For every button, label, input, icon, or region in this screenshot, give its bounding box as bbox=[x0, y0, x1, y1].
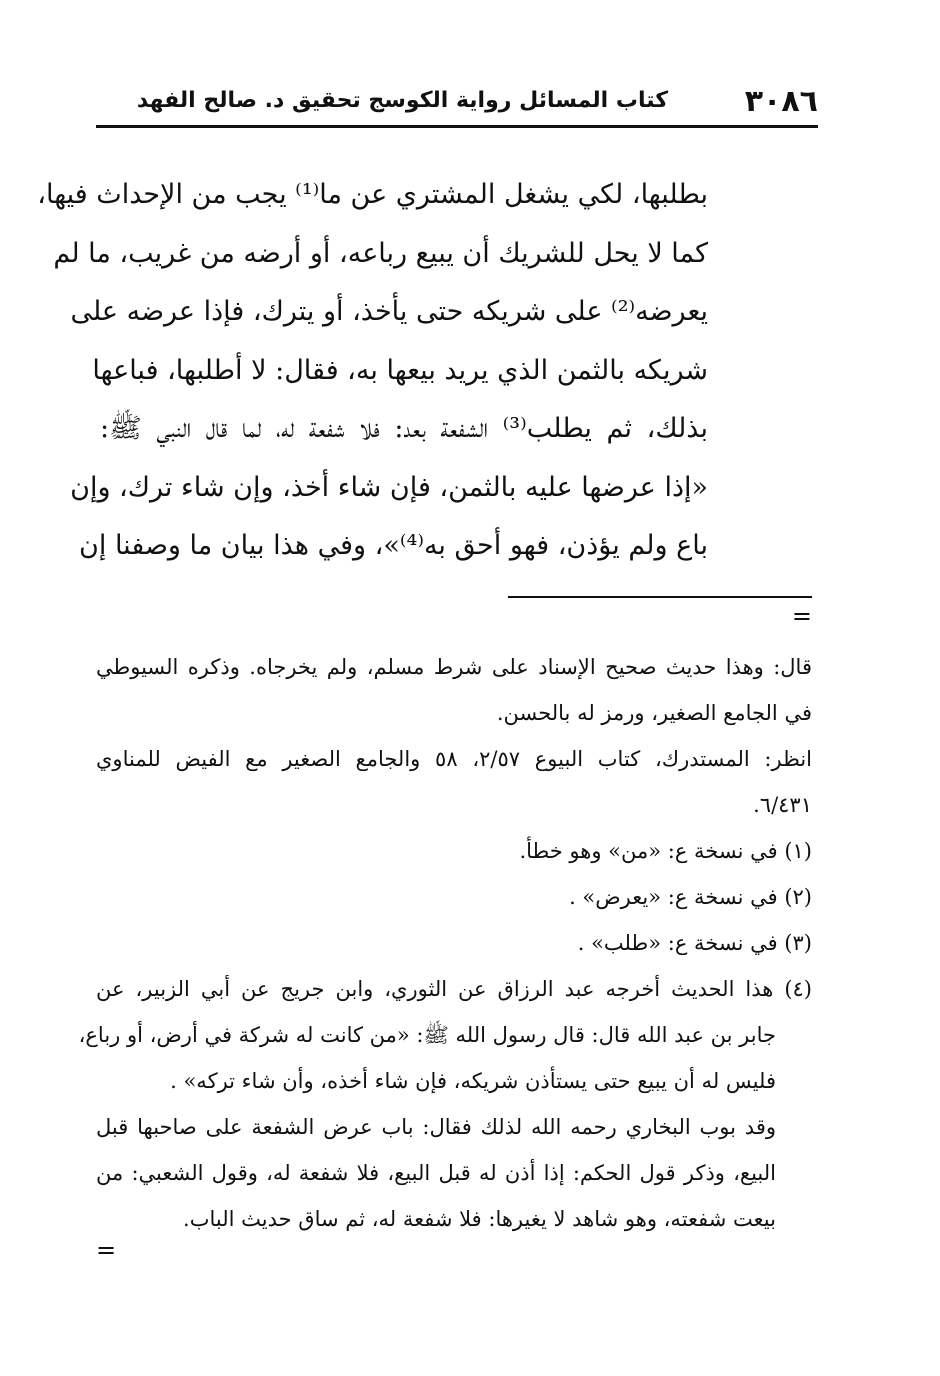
body-line: بطلبها، لكي يشغل المشتري عن ما⁽¹⁾ يجب من الإحداث فيها، bbox=[37, 179, 708, 210]
footnote-line: (٢) في نسخة ع: «يعرض» . bbox=[569, 885, 812, 909]
footnote-line: بيعت شفعته، وهو شاهد لا يغيرها: فلا شفعة له، ثم ساق حديث الباب. bbox=[183, 1207, 776, 1231]
footnote-line: فليس له أن يبيع حتى يستأذن شريكه، فإن شاء أخذه، وأن شاء تركه» . bbox=[170, 1069, 776, 1093]
footnote-line: في الجامع الصغير، ورمز له بالحسن. bbox=[496, 701, 812, 725]
body-line: شريكه بالثمن الذي يريد بيعها به، فقال: لا أطلبها، فباعها bbox=[92, 354, 708, 386]
body-line: باع ولم يؤذن، فهو أحق به⁽⁴⁾»، وفي هذا بيان ما وصفنا إن bbox=[79, 530, 708, 561]
page-header bbox=[96, 78, 818, 122]
continuation-mark-bottom: = bbox=[96, 1236, 117, 1264]
body-line: يعرضه⁽²⁾ على شريكه حتى يأخذ، أو يترك، فإذا عرضه على bbox=[70, 296, 708, 327]
page-number: ٣٠٨٦ bbox=[744, 84, 818, 119]
footnote-line: ٦/٤٣١. bbox=[753, 793, 812, 817]
footnote-line: وقد بوب البخاري رحمه الله لذلك فقال: باب عرض الشفعة على صاحبها قبل bbox=[96, 1115, 776, 1139]
continuation-mark-top: = bbox=[791, 602, 812, 630]
footnotes bbox=[78, 644, 813, 1242]
footnote-line: البيع، وذكر قول الحكم: إذا أذن له قبل البيع، فلا شفعة له، وقول الشعبي: من bbox=[96, 1161, 776, 1185]
footnote-line: (٤) هذا الحديث أخرجه عبد الرزاق عن الثوري، وابن جريج عن أبي الزبير، عن bbox=[96, 977, 812, 1001]
footnote-line: قال: وهذا حديث صحيح الإسناد على شرط مسلم، ولم يخرجاه. وذكره السيوطي bbox=[96, 655, 812, 679]
body-line: بذلك، ثم يطلب⁽³⁾ الشفعة بعد: فلا شفعة له، لما قال النبي ﷺ: bbox=[100, 413, 708, 444]
footnote-line: (١) في نسخة ع: «من» وهو خطأ. bbox=[519, 839, 812, 863]
footnote-line: (٣) في نسخة ع: «طلب» . bbox=[577, 931, 812, 955]
header-rule bbox=[96, 125, 818, 128]
footnote-line: انظر: المستدرك، كتاب البيوع ٢/٥٧، ٥٨ والجامع الصغير مع الفيض للمناوي bbox=[96, 747, 813, 771]
footnote-line: جابر بن عبد الله قال: قال رسول الله ﷺ: «من كانت له شركة في أرض، أو رباع، bbox=[78, 1023, 776, 1047]
footnote-separator bbox=[508, 596, 812, 598]
body-line: كما لا يحل للشريك أن يبيع رباعه، أو أرضه من غريب، ما لم bbox=[53, 237, 708, 269]
main-text bbox=[37, 166, 708, 576]
body-line: «إذا عرضها عليه بالثمن، فإن شاء أخذ، وإن شاء ترك، وإن bbox=[70, 471, 708, 503]
book-title: كتاب المسائل رواية الكوسج تحقيق د. صالح الفهد bbox=[136, 88, 668, 113]
